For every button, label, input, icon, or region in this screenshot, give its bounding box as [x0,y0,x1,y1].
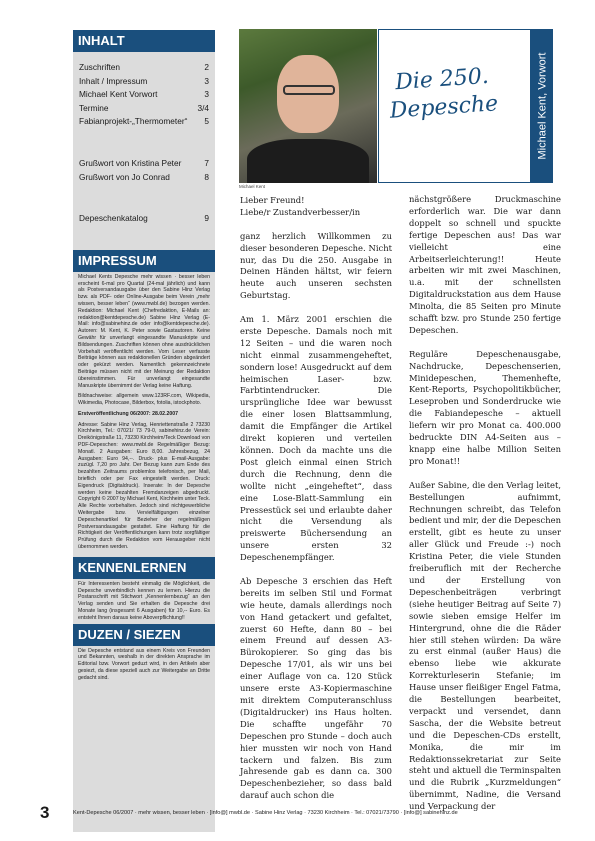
photo-glasses [283,85,335,95]
footer-text: Kent-Depesche 06/2007 · mehr wissen, besser leben · [info@] mwbl.de · Sabine Hinz Verlag · 73230 Kirchheim · Tel.: 07021/73790 · [info@] sabinehinz.de [73,810,458,816]
author-photo [239,29,377,183]
paragraph: Am 1. März 2001 erschien die erste Depesche. Damals noch mit 12 Seiten – und die waren noch nicht einmal zusammengeheftet, sondern lose! Ausgedruckt auf dem heimischen Laser- bzw. Farbtintendrucker. Die ursprüngliche Idee war bewusst die einer losen Blattsammlung, damit die Empfänger die Artikel direkt kopieren und verteilen können. Doch da machte uns die Post gleich einmal einen Strich durch die Rechnung, denn die wollte nicht „eingeheftet“, dass eine Lose-Blatt-Sammlung ein Pressestück sei und erlaubte daher nicht die Versendung als preiswerte Büchersendung an unsere ersten 32 Depeschenempfänger. [240,314,392,563]
toc-label: Inhalt / Impressum [79,75,148,86]
adresse-text: Adresse: Sabine Hinz Verlag, Henriettenstraße 2 73230 Kirchheim, Tel.: 07021/ 73 79-0, sabinehinz.de Verein: Dreikönigstraße 11, 73230 Kirchheim/Teck Download von PDF-Depeschen: www.mwbl.de Regelmäßiger Bezug: Monatl. 2 Ausgaben: Euro 8,00. Jahresbezug, 24 Ausgaben: Euro 94,--. Druck- plus E-mail-Ausgabe: zuzügl. 7,20 pro Jahr. Der Bezug kann zum Ende des bezahlten Zeitraums problemlos telefonisch, per Mail, brieflich oder per Fax eingestellt werden. Druck: Eigendruck (Digitaldruck). Inserate: In der Depesche werden keine bezahlten Fremdanzeigen abgedruckt. Copyright © 2007 by Michael Kent, Kirchheim unter Teck. Alle Rechte vorbehalten. Jedoch sind nichtgewerbliche Weitergabe bzw. Vervielfältigungen einzelner Depeschenartikel für Bezieher der regelmäßigen Postversandausgabe gestattet. Eine Haftung für die Richtigkeit der Veröffentlichungen kann trotz sorgfältiger Prüfung durch die Redaktion vom Herausgeber nicht übernommen werden. [78,421,210,551]
toc-item[interactable] [79,157,209,171]
duzen-heading: DUZEN / SIEZEN [73,624,215,646]
footer [0,803,595,823]
toc-page: 8 [204,171,209,182]
paragraph: Reguläre Depeschenausgabe, Nachdrucke, Depeschenserien, Minidepeschen, Themenhefte, Kent-Reports, Psychopolitikbücher, Leseproben und Sonderdrucke wie die Fabiandepesche – aktuell liefern wir pro Monat ca. 400.000 bedruckte DIN A4-Seiten aus – knapp eine halbe Million Seiten pro Monat!! [409,348,561,466]
impressum-text: Michael Kents Depesche mehr wissen · besser leben erscheint 6-mal pro Quartal (24-mal jährlich) und kann als Postversandausgabe über den Sabine Hinz Verlag bzw. als PDF- oder Online-Ausgabe beim Verein „mehr wissen, besser leben“ (www.mwbl.de) bezogen werden. Redaktion: Michael Kent (Chefredaktion, E-Mails an: redaktion@kentdepesche.de) Sabine Hinz Verlag (E-Mail: info@sabinehinz.de oder info@kentdepesche.de). Autoren: M. Kent, K. Peter sowie Gastautoren. Keine Gewähr für unverlangt eingesandte Manuskripte und Bildsendungen. Zuschriften können ohne ausdrücklichen Vorbehalt veröffentlicht werden. Vom Leser verfasste Beiträge können aus redaktionellen Gründen abgeändert oder gekürzt werden. Namentlich gekennzeichnete Beiträge müssen nicht mit der Meinung der Redaktion übereinstimmen. Für unverlangt eingesandte Manuskripte übernimmt der Verlag keine Haftung. [78,273,210,389]
vertical-title-text: Michael Kent, Vorwort [536,52,548,160]
paragraph: Ab Depesche 3 erschien das Heft bereits im selben Stil und Format wie heute, damals allerdings noch von Hand getackert und gefaltet, zuerst 60 Hefte, dann 80 – bei einem Freund auf dessen A3-Bürokopierer. So ging das bis Depesche 17/01, als wir uns bei einer Auflage von ca. 120 Stück unsere erste A3-Kopiermaschine mit direktem Computeranschluss (Digitaldrucker) ins Haus holten. Die schaffte ungefähr 70 Depeschen pro Stunde – doch auch hier mussten wir noch von Hand tackern und falzen. Bis zum Jahresende gab es dann ca. 300 Depeschenbezieher, so dass bald darauf auch schon die [240,575,392,801]
photo-credit: Michael Kent [239,184,266,189]
erstveroeffentlichung-text: Erstveröffentlichung 06/2007: 28.02.2007 [78,410,179,417]
toc-item[interactable] [79,61,209,75]
toc-page: 9 [204,213,209,224]
toc-page: 3 [204,75,209,86]
table-of-contents [73,52,215,226]
article-column-1 [240,195,392,814]
bildnachweise-text: Bildnachweise: allgemein www.123RF.com, Wikipedia, Wikimedia, Photocase, Bilderbox, fotolia, istockphoto. [78,393,210,407]
paragraph: Außer Sabine, die den Verlag leitet, Bestellungen aufnimmt, Rechnungen schreibt, das Telefon bedient und mir, der die Depeschen erstellt, gibt es heute zu unser aller Glück und Freude :-) noch Kristina Peter, die viele Stunden freiberuflich mit der Recherche und der Erstellung von Depeschenbeiträgen verbringt (siehe heutiger Beitrag auf Seite 7) sowie sieben emsige Helfer im Hintergrund, ohne die die Räder hier still stehen würden: Da wäre zu erst einmal (außer Haus) die ebenso liebe wie akkurate Korrekturleserin Stefanie; im Hause unser fleißiger Engel Fatma, die Bestellungen bearbeitet, verpackt und versendet, dann Sascha, der die Website betreut und die Depeschen-CDs erstellt, Monika, die mir im Redaktionssekretariat zur Seite steht und aktuell die Terminspalten und die Rubrik „Kurzmeldungen“ übernimmt, Nadine, die Versand und Verpackung der [409,479,561,812]
toc-label: Fabianprojekt-„Thermometer“ [79,116,188,127]
toc-item[interactable] [79,88,209,102]
toc-label: Grußwort von Kristina Peter [79,157,182,168]
impressum-heading: IMPRESSUM [73,250,215,272]
toc-item[interactable] [79,75,209,89]
article-column-2 [409,194,561,825]
toc-page: 3 [204,89,209,100]
salutation: Lieber Freund! Liebe/r Zustandverbesser/in [240,195,361,217]
toc-page: 5 [204,116,209,127]
paragraph: ganz herzlich Willkommen zu dieser besonderen Depesche. Nicht nur, das Du die 250. Ausgabe in Deinen Händen hältst, wir feiern heute auch unseren sechsten Geburtstag. [240,230,392,301]
toc-page: 3/4 [197,102,209,113]
kennenlernen-heading: KENNENLERNEN [73,557,215,579]
toc-item[interactable] [79,102,209,116]
kennenlernen-text: Für Interessenten besteht einmalig die Möglichkeit, die Depesche unverbindlich kennen zu lernen. Hierzu die Postanschrift mit Stichwort „Kennenlernbezug“ an den Verlag senden und Sie erhalten die Depesche drei Monate lang (insgesamt 6 Ausgaben) für 10,-- Euro. Es entsteht Ihnen daraus keine Aboverpflichtung!! [78,580,210,621]
toc-label: Termine [79,102,109,113]
toc-item[interactable] [79,171,209,185]
toc-label: Zuschriften [79,62,121,72]
page-number: 3 [40,803,50,822]
impressum-block [73,272,215,557]
sidebar [73,30,215,832]
paragraph: nächstgrößere Druckmaschine erforderlich war. Die war dann doppelt so schnell und spuckte fertige Depeschen aus! Das war vielleicht eine Arbeitserleichterung!! Heute arbeiten wir mit zwei Maschinen, u.a. mit der schnellsten Digitaldruckstation aus dem Hause Minolta, die 85 Seiten pro Minute schafft bzw. pro Stunde 250 fertige Depeschen. [409,194,561,335]
photo-shirt [247,139,369,183]
duzen-text: Die Depesche entstand aus einem Kreis von Freunden und Bekannten, weshalb in der direkten Ansprache im Editorial bzw. Vorwort geduzt wird, in den Artikeln aber gesiezt, da diese speziell auch zur Weitergabe an Dritte gedacht sind. [78,647,210,681]
toc-label: Grußwort von Jo Conrad [79,171,170,182]
toc-item[interactable] [79,115,209,129]
toc-page: 2 [204,62,209,72]
page-title: Die 250. Depesche [388,63,499,124]
toc-label: Michael Kent Vorwort [79,89,158,100]
toc-label: Depeschenkatalog [79,213,148,224]
toc-page: 7 [204,157,209,168]
toc-item[interactable] [79,212,209,226]
vertical-title [531,29,553,183]
inhalt-heading: INHALT [73,30,215,52]
